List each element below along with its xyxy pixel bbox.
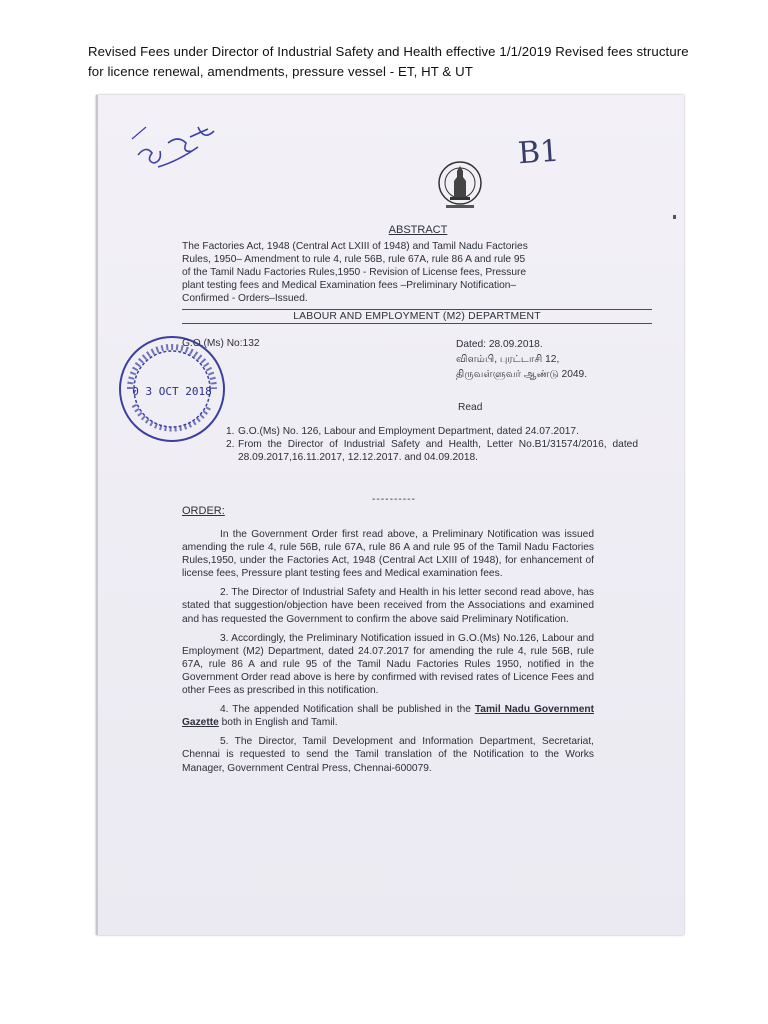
abstract-line: Confirmed - Orders–Issued.	[182, 293, 308, 305]
read-label: Read	[458, 402, 483, 413]
references-list	[226, 425, 638, 464]
order-paragraph-3: 3. Accordingly, the Preliminary Notification issued in G.O.(Ms) No.126, Labour and Employment (M2) Department, dated 24.07.2017 for amending the rule 4, rule 56B, rule 67A, rule 86 A and rule 95 of the Tamil Nadu Factories Rules 1950, notified in the Government Order read above is here by confirmed with revised rates of Licence Fees and other Fees as prescribed in this notification.	[182, 632, 594, 697]
reference-text: From the Director of Industrial Safety and Health, Letter No.B1/31574/2016, dated 28.09.2017,16.11.2017, 12.12.2017. and 04.09.2018.	[238, 439, 638, 464]
para4-suffix: both in English and Tamil.	[218, 717, 338, 729]
separator: ----------	[372, 494, 416, 505]
scan-speck	[673, 215, 676, 219]
order-paragraph-5: 5. The Director, Tamil Development and Information Department, Secretariat, Chennai is requested to send the Tamil translation of the Notification to the Works Manager, Government Central Press, Chennai-600079.	[182, 736, 594, 774]
list-item	[226, 438, 638, 464]
go-number: G.O.(Ms) No:132	[182, 338, 260, 349]
tamil-date-line-2: திருவள்ளுவர் ஆண்டு 2049.	[456, 369, 588, 380]
dated-text: Dated: 28.09.2018.	[456, 339, 543, 350]
caption-line-2: for licence renewal, amendments, pressure vessel - ET, HT & UT	[88, 64, 473, 79]
reference-number: 1.	[226, 426, 235, 437]
order-heading: ORDER:	[182, 505, 225, 517]
para4-prefix: 4. The appended Notification shall be published in the	[220, 704, 475, 716]
stamp-date: 0 3 OCT 2018	[132, 385, 212, 398]
abstract-heading: ABSTRACT	[388, 224, 448, 236]
order-paragraph-4	[182, 703, 594, 729]
gazette-name: Tamil Nadu Government Gazette	[182, 704, 594, 729]
order-paragraph-1: In the Government Order first read above, a Preliminary Notification was issued amending the rule 4, rule 56B, rule 67A, rule 86 A and rule 95 of the Tamil Nadu Factories Rules,1950, under the Factories Act, 1948 (Central Act LXIII of 1948), for enhancement of license fees, Pressure plant testing fees and Medical examination fees.	[182, 529, 594, 580]
list-item	[226, 425, 638, 438]
abstract-line: of the Tamil Nadu Factories Rules,1950 - Revision of License fees, Pressure	[182, 267, 527, 279]
reference-number: 2.	[226, 439, 235, 451]
scanned-document	[96, 95, 684, 935]
abstract-text	[182, 240, 652, 305]
abstract-line: Rules, 1950– Amendment to rule 4, rule 56B, rule 67A, rule 86 A and rule 95	[182, 254, 526, 266]
tamil-date-line-1: விளம்பி, புரட்டாசி 12,	[456, 354, 560, 365]
department-heading: LABOUR AND EMPLOYMENT (M2) DEPARTMENT	[293, 311, 541, 322]
date-block	[456, 337, 587, 382]
abstract-line: plant testing fees and Medical Examination fees –Preliminary Notification–	[182, 280, 517, 292]
abstract-line: The Factories Act, 1948 (Central Act LXIII of 1948) and Tamil Nadu Factories	[182, 241, 528, 252]
order-paragraphs	[182, 528, 594, 781]
caption-line-1: Revised Fees under Director of Industrial Safety and Health effective 1/1/2019 Revised fees structure	[88, 44, 689, 59]
handwritten-note-icon	[128, 117, 238, 177]
order-paragraph-2: 2. The Director of Industrial Safety and Health in his letter second read above, has stated that suggestion/objection have been received from the Associations and examined and has requested the Government to confirm the above said Preliminary Notification.	[182, 587, 594, 625]
divider	[182, 323, 652, 324]
reference-text: G.O.(Ms) No. 126, Labour and Employment Department, dated 24.07.2017.	[238, 426, 579, 437]
tamil-nadu-emblem-icon	[438, 157, 482, 217]
page-caption	[88, 42, 708, 82]
page-mark: B1	[516, 133, 561, 172]
